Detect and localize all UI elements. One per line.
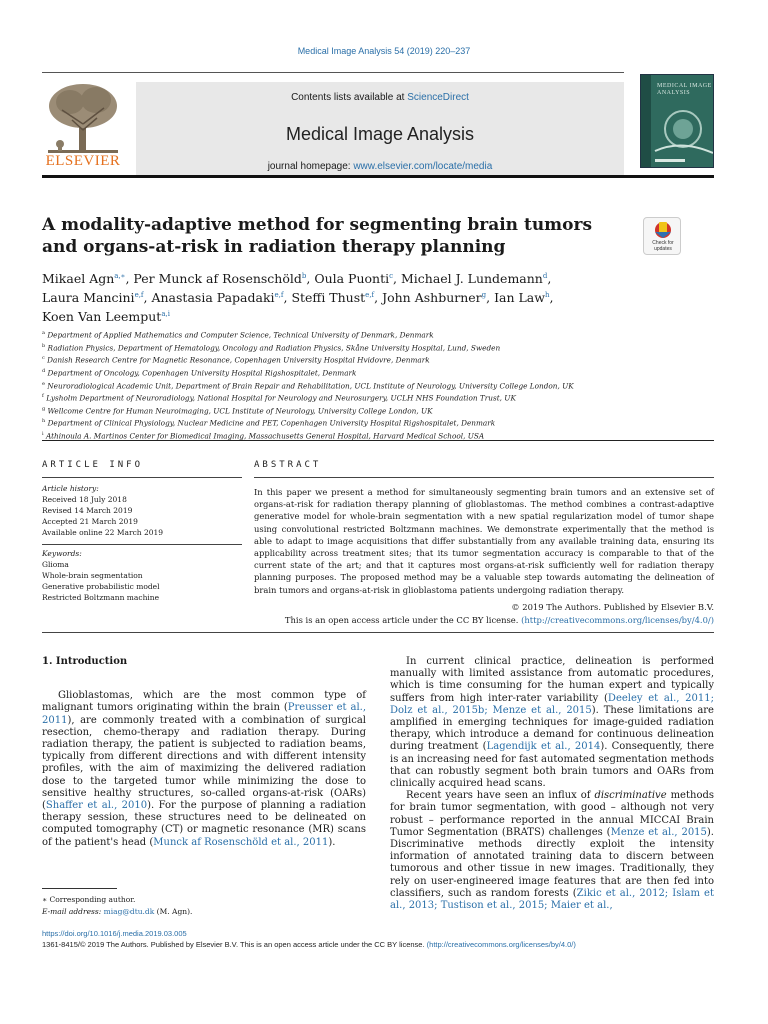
body-right-column xyxy=(390,656,714,912)
citation-link[interactable]: Munck af Rosenschöld et al., 2011 xyxy=(153,836,329,848)
sciencedirect-link[interactable]: ScienceDirect xyxy=(407,92,469,103)
issn-license-line: 1361-8415/© 2019 The Authors. Published by Elsevier B.V. This is an open access article under the CC BY license. (http://creativecommons.org/licenses/by/4.0/) xyxy=(42,940,576,949)
article-title: A modality-adaptive method for segmenting brain tumors and organs-at-risk in radiation therapy planning xyxy=(42,215,593,257)
citation-link[interactable]: Zikic et al., 2012; Islam et al., 2013; Tustison et al., 2015; Maier et al., xyxy=(390,887,714,912)
elsevier-wordmark: ELSEVIER xyxy=(45,153,121,169)
author[interactable]: Ian Law$^h$ xyxy=(494,290,550,306)
article-history xyxy=(42,483,242,538)
author[interactable]: Laura Mancini$^{e,f}$ xyxy=(42,290,144,306)
body-paragraph: Glioblastomas, which are the most common type of malignant tumors originating within the brain (Preusser et al., 2011), are commonly treated with a combination of surgical resection, chemo-therapy and radiation therapy. During radiation therapy, the patient is subjected to radiation beams, typically from different directions and with different intensity profiles, with the aim of maximizing the delivered radiation dose to the targeted tumor while minimizing the dose to sensitive healthy structures, so-called organs-at-risk (OARs) (Shaffer et al., 2010). For the purpose of planning a radiation therapy session, these structures need to be delineated on computed tomography (CT) or magnetic resonance (MR) scans of the patient's head (Munck af Rosenschöld et al., 2011). xyxy=(42,690,367,848)
affiliation: $^a$ Department of Applied Mathematics and Computer Science, Technical University of Denmark, Denmark xyxy=(42,330,434,340)
author-list: Mikael Agn$^{a,∗}$, Per Munck af Rosenschöld$^b$, Oula Puonti$^c$, Michael J. Lundemann$^d$, Laura Mancini$^{e,f}$, Anastasia Papadaki$^{e,f}$, Steffi Thust$^{e,f}$, John Ashburner$^g$, Ian Law$^h$, Koen Van Leemput$^{a,i}$ xyxy=(42,271,554,325)
affiliation: $^b$ Radiation Physics, Department of Hematology, Oncology and Radiation Physics, Skåne University Hospital, Lund, Sweden xyxy=(42,342,501,353)
author[interactable]: Steffi Thust$^{e,f}$ xyxy=(291,290,375,306)
body-paragraph: In current clinical practice, delineation is performed manually with limited assistance from automatic procedures, which is time consuming for the human expert and typically suffers from high inter-rater variability (Deeley et al., 2011; Dolz et al., 2015b; Menze et al., 2015). These limitations are amplified in emerging techniques for image-guided radiation therapy, which introduce a demand for continuous delineation during treatment (Lagendijk et al., 2014). Consequently, there is an increasing need for fast automated segmentation methods that can robustly segment both brain tumors and OARs from clinically acquired head scans. xyxy=(390,656,715,790)
journal-homepage-link[interactable]: www.elsevier.com/locate/media xyxy=(353,161,493,172)
keyword: Glioma xyxy=(42,560,69,569)
author[interactable]: Koen Van Leemput$^{a,i}$ xyxy=(42,309,170,325)
body-left-column xyxy=(42,656,366,849)
keyword: Generative probabilistic model xyxy=(42,582,160,591)
copyright-line: © 2019 The Authors. Published by Elsevier B.V. xyxy=(511,602,714,612)
keywords-label: Keywords: xyxy=(42,549,82,558)
contents-line xyxy=(136,92,624,103)
journal-homepage-line xyxy=(136,161,624,172)
history-received: Received 18 July 2018 xyxy=(42,495,127,504)
journal-banner xyxy=(136,82,624,178)
license-link[interactable]: (http://creativecommons.org/licenses/by/4.0/) xyxy=(521,615,714,625)
cover-title: MEDICAL IMAGE ANALYSIS xyxy=(657,83,712,96)
corresponding-author-footnote xyxy=(42,894,192,918)
keyword: Restricted Boltzmann machine xyxy=(42,593,160,602)
citation-link[interactable]: Lagendijk et al., 2014 xyxy=(486,741,601,753)
journal-title: Medical Image Analysis xyxy=(285,124,475,144)
author[interactable]: Mikael Agn$^{a,∗}$ xyxy=(42,271,126,287)
affiliation: $^c$ Danish Research Centre for Magnetic Resonance, Copenhagen University Hospital Hvidovre, Denmark xyxy=(42,355,430,365)
footer-license-link[interactable]: (http://creativecommons.org/licenses/by/4.0/) xyxy=(426,940,576,949)
abstract-copyright xyxy=(254,601,714,627)
author[interactable]: Oula Puonti$^c$ xyxy=(314,271,394,287)
info-rule xyxy=(42,544,242,545)
citation-link[interactable]: Menze et al., 2015 xyxy=(610,826,707,838)
masthead-bottom-rule xyxy=(42,175,714,178)
section-heading: 1. Introduction xyxy=(42,656,128,667)
body-paragraph: Recent years have seen an influx of discriminative methods for brain tumor segmentation, with good – although not very robust – performance reported in the annual MICCAI Brain Tumor Segmentation (BRATS) challenges (Menze et al., 2015). Discriminative methods directly exploit the intensity information of annotated training data to discern between tumorous and other tissue in new images. Traditionally, they rely on user-engineered image features that are then fed into classifiers, such as random forests (Zikic et al., 2012; Islam et al., 2013; Tustison et al., 2015; Maier et al., xyxy=(390,790,714,912)
abstract-heading: ABSTRACT xyxy=(254,460,322,470)
check-for-updates-label: Check for updates xyxy=(652,240,674,252)
affiliation: $^f$ Lysholm Department of Neuroradiology, National Hospital for Neurology and Neurosurgery, UCLH NHS Foundation Trust, UK xyxy=(42,393,516,403)
history-revised: Revised 14 March 2019 xyxy=(42,506,133,515)
check-for-updates-button[interactable] xyxy=(643,217,681,255)
footnote-rule xyxy=(42,888,117,889)
citation-link[interactable]: Deeley et al., 2011; Dolz et al., 2015b; Menze et al., 2015 xyxy=(390,692,714,716)
license-line: This is an open access article under the CC BY license. (http://creativecommons.org/licenses/by/4.0/) xyxy=(284,615,714,625)
journal-cover-image[interactable] xyxy=(640,74,714,168)
affiliation: $^g$ Wellcome Centre for Human Neuroimaging, UCL Institute of Neurology, University College London, UK xyxy=(42,405,433,416)
author-email-link[interactable]: miag@dtu.dk xyxy=(103,907,155,916)
section-divider xyxy=(42,440,714,441)
history-label: Article history: xyxy=(42,484,99,493)
section-divider xyxy=(42,632,714,633)
author[interactable]: Michael J. Lundemann$^d$ xyxy=(400,271,548,287)
corresponding-label: ∗ Corresponding author. xyxy=(42,895,136,904)
citation-link[interactable]: Preusser et al., 2011 xyxy=(42,702,367,726)
author[interactable]: Per Munck af Rosenschöld$^b$ xyxy=(133,271,307,287)
history-accepted: Accepted 21 March 2019 xyxy=(42,517,138,526)
affiliation: $^d$ Department of Oncology, Copenhagen University Hospital Rigshospitalet, Denmark xyxy=(42,367,357,378)
journal-masthead xyxy=(42,72,714,176)
author[interactable]: Anastasia Papadaki$^{e,f}$ xyxy=(151,290,284,306)
keywords xyxy=(42,548,242,603)
abstract-text: In this paper we present a method for simultaneously segmenting brain tumors and an extensive set of organs-at-risk for radiation therapy planning of glioblastomas. The method combines a contrast-adaptive generative model for whole-brain segmentation with a new spatial regularization model of tumor shape using convolutional restricted Boltzmann machines. We demonstrate experimentally that the method is able to adapt to image acquisitions that differ substantially from any available training data, ensuring its applicability across treatment sites; that its tumor segmentation accuracy is comparable to that of the current state of the art; and that it captures most organs-at-risk sufficiently well for radiation therapy planning purposes. The proposed method may be a valuable step towards automating the delineation of brain tumors and organs-at-risk in glioblastoma patients undergoing radiation therapy. xyxy=(254,487,714,595)
abstract-rule xyxy=(254,477,714,478)
affiliation-list xyxy=(42,328,722,442)
homepage-prefix: journal homepage: xyxy=(267,161,354,172)
history-online: Available online 22 March 2019 xyxy=(42,528,164,537)
affiliation: $^i$ Athinoula A. Martinos Center for Biomedical Imaging, Massachusetts General Hospital, Harvard Medical School, USA xyxy=(42,431,485,441)
author[interactable]: John Ashburner$^g$ xyxy=(382,290,487,306)
citation-link[interactable]: Shaffer et al., 2010 xyxy=(45,800,148,812)
doi-link[interactable]: https://doi.org/10.1016/j.media.2019.03.005 xyxy=(42,929,187,938)
article-info-heading: ARTICLE INFO xyxy=(42,460,144,470)
crossmark-icon xyxy=(644,218,682,240)
journal-citation[interactable]: Medical Image Analysis 54 (2019) 220–237 xyxy=(297,46,471,56)
contents-prefix: Contents lists available at xyxy=(291,92,408,103)
info-rule xyxy=(42,477,242,478)
affiliation: $^e$ Neuroradiological Academic Unit, Department of Brain Repair and Rehabilitation, UCL Institute of Neurology, University College London, UK xyxy=(42,380,574,390)
affiliation: $^h$ Department of Clinical Physiology, Nuclear Medicine and PET, Copenhagen University Hospital Rigshospitalet, Denmark xyxy=(42,418,496,428)
masthead-top-rule xyxy=(42,72,624,73)
keyword: Whole-brain segmentation xyxy=(42,571,143,580)
email-line: E-mail address: miag@dtu.dk (M. Agn). xyxy=(42,907,193,916)
